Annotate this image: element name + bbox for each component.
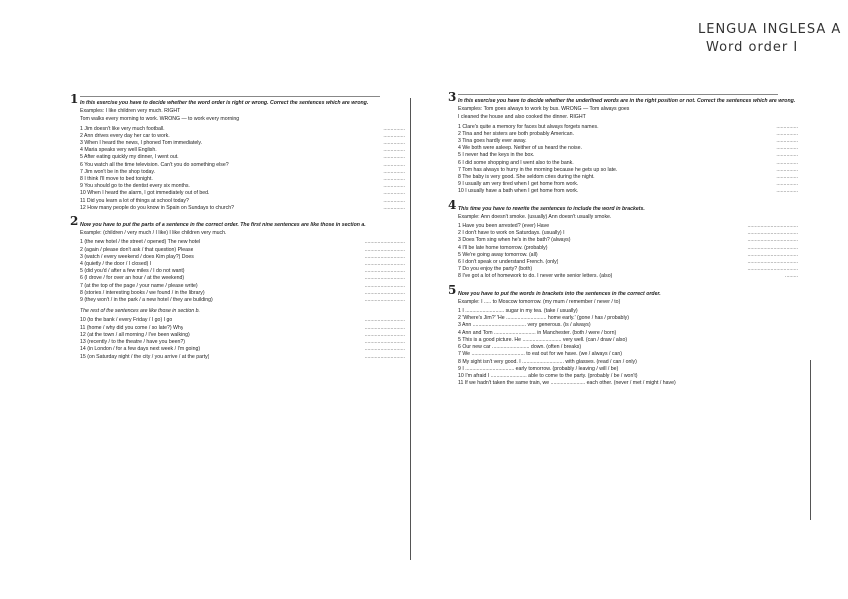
exercise-items bbox=[458, 308, 798, 387]
right-column bbox=[448, 90, 798, 393]
exercise-item: 1 (the new hotel / the street / opened) The new hotel ............................ bbox=[80, 239, 405, 246]
exercise-item: 1 Have you been arrested? (ever) Have ................................... bbox=[458, 223, 798, 230]
exercise-item: 1 Jim doesn't like very much football. ............... bbox=[80, 125, 405, 132]
exercise-item: 10 When I heard the alarm, I got immediately out of bed. ............... bbox=[80, 190, 405, 197]
exercise-4 bbox=[448, 197, 798, 281]
exercise-item: 5 This is a good picture. He ........................... very well. (can / draw / also) bbox=[458, 336, 628, 343]
exercise-item: 11 If we hadn't taken the same train, we ........................ each other. (never / met / might / have) bbox=[458, 380, 676, 387]
exercise-item: 12 How many people do you know in Spain on Sundays to church? ............... bbox=[80, 204, 405, 211]
exercise-number: 3 bbox=[448, 90, 457, 104]
exercise-instruction: In this exercise you have to decide whether the word order is right or wrong. Correct the sentences which are wrong. bbox=[80, 100, 369, 106]
exercise-item: 4 We both were asleep. Neither of us heard the noise. ............... bbox=[458, 145, 798, 152]
exercise-items bbox=[458, 223, 798, 281]
exercise-item: 7 Tom has always to hurry in the morning because he gets up so late. ............... bbox=[458, 166, 798, 173]
exercise-2 bbox=[70, 214, 405, 361]
exercise-item: 11 (home / why did you come / so late?) Why ............................ bbox=[80, 324, 405, 331]
exercise-item: 8 I've got a lot of homework to do. I never write senior letters. (also) ......... bbox=[458, 273, 798, 280]
example-line: I cleaned the house and also cooked the dinner. RIGHT bbox=[458, 114, 586, 121]
exercise-item: 5 (did you'd / after a few miles / I do not want) ............................ bbox=[80, 268, 405, 275]
section-subheading: The rest of the sentences are like those in section b. bbox=[80, 308, 200, 315]
exercise-item: 6 You watch all the time television. Can't you do something else? ............... bbox=[80, 161, 405, 168]
exercise-item: 9 You should go to the dentist every six months. ............... bbox=[80, 183, 405, 190]
exercise-number: 1 bbox=[70, 92, 79, 106]
exercise-items bbox=[80, 126, 405, 212]
example-line: Example: Ann doesn't smoke. (usually) Ann doesn't usually smoke. bbox=[458, 213, 612, 220]
exercise-item: 11 Did you learn a lot of things at school today? ............... bbox=[80, 197, 405, 204]
example-line: Examples: Tom goes always to work by bus. WRONG — Tom always goes bbox=[458, 106, 630, 113]
exercise-item: 6 I don't speak or understand French. (only) ................................... bbox=[458, 259, 798, 266]
exercise-item: 8 The baby is very good. She seldom cries during the night. ............... bbox=[458, 174, 798, 181]
exercise-item: 5 I never had the keys in the box. ............... bbox=[458, 152, 798, 159]
exercise-item: 7 (at the top of the page / your name / please write) ............................ bbox=[80, 282, 405, 289]
left-top-rule bbox=[80, 96, 380, 97]
column-divider bbox=[410, 98, 411, 560]
example-line: Example: I ..... to Moscow tomorrow. (my mum / remember / never / to) bbox=[458, 298, 621, 305]
exercise-item: 10 (to the bank / every Friday / I go) I go ............................ bbox=[80, 317, 405, 324]
exercise-item: 7 Jim won't be in the shop today. ............... bbox=[80, 168, 405, 175]
exercise-item: 7 Do you enjoy the party? (both) ................................... bbox=[458, 266, 798, 273]
exercise-item: 6 Our new car .......................... down. (often / breaks) bbox=[458, 344, 582, 351]
exercise-item: 9 (they won't / in the park / a new hotel / they are building) ............................ bbox=[80, 297, 405, 304]
exercise-item: 6 (I drove / for over an hour / at the weekend) ............................ bbox=[80, 275, 405, 282]
right-margin-rule bbox=[810, 360, 811, 520]
exercise-instruction: Now you have to put the words in brackets into the sentences in the correct order. bbox=[458, 290, 661, 297]
exercise-item: 10 I'm afraid I ......................... able to come to the party. (probably / be / won't) bbox=[458, 372, 638, 379]
exercise-item: 8 My sight isn't very good. I ............................. with glasses. (read / can / only) bbox=[458, 358, 637, 365]
exercise-number: 5 bbox=[448, 282, 457, 297]
exercise-item: 3 Tina goes hardly ever away. ............... bbox=[458, 138, 798, 145]
exercise-item: 2 'Where's Jim?' 'He ............................ home early.' (gone / has / probably) bbox=[458, 315, 629, 322]
exercise-items bbox=[80, 239, 405, 304]
exercise-item: 2 Tina and her sisters are both probably American. ............... bbox=[458, 130, 798, 137]
exercise-5 bbox=[448, 282, 798, 388]
right-top-rule bbox=[458, 94, 778, 95]
exercise-item: 4 Maria speaks very well English. ............... bbox=[80, 147, 405, 154]
exercise-1 bbox=[70, 92, 405, 212]
exercise-instruction: In this exercise you have to decide whether the underlined words are in the right position or not. Correct the sentences which are wrong. bbox=[458, 98, 796, 104]
exercise-item: 3 Ann ..................................... very generous. (is / always) bbox=[458, 322, 591, 329]
exercise-instruction: This time you have to rewrite the sentences to include the word in brackets. bbox=[458, 205, 645, 212]
exercise-item: 8 I think I'll move to bed tonight. ............... bbox=[80, 176, 405, 183]
example-line: Examples: I like children very much. RIGHT bbox=[80, 108, 181, 115]
exercise-item: 1 Clare's quite a memory for faces but always forgets names. ............... bbox=[458, 123, 798, 130]
exercise-item: 2 (again / please don't ask / that question) Please ............................ bbox=[80, 246, 405, 253]
exercise-number: 2 bbox=[70, 214, 79, 229]
example-line: Tom walks every morning to work. WRONG — to work every morning bbox=[80, 116, 240, 123]
exercise-item: 3 Does Tom sing when he's in the bath? (always) ................................... bbox=[458, 237, 798, 244]
exercise-item: 8 (stories / interesting books / we found / in the library) ............................ bbox=[80, 289, 405, 296]
handwritten-topic: Word order I bbox=[706, 40, 799, 55]
exercise-item: 2 Ann drives every day her car to work. ............... bbox=[80, 132, 405, 139]
exercise-item: 14 (in London / for a few days next week / I'm going) ............................ bbox=[80, 346, 405, 353]
exercise-item: 4 Ann and Tom ............................. in Manchester. (both / were / born) bbox=[458, 329, 617, 336]
exercise-item: 12 (at the town / all morning / I've been walking) ............................ bbox=[80, 331, 405, 338]
exercise-item: 6 I did some shopping and I went also to the bank. ............... bbox=[458, 159, 798, 166]
example-line: Example: (children / very much / I like) I like children very much. bbox=[80, 230, 227, 237]
exercise-item: 4 I'll be late home tomorrow. (probably) ................................... bbox=[458, 244, 798, 251]
exercise-item: 5 After eating quickly my dinner, I went out. ............... bbox=[80, 154, 405, 161]
exercise-item: 2 I don't have to work on Saturdays. (usually) I ................................... bbox=[458, 230, 798, 237]
exercise-item: 15 (on Saturday night / the city / you arrive / at the party) ............................ bbox=[80, 353, 405, 360]
exercise-item: 1 I ........................... sugar in my tea. (take / usually) bbox=[458, 308, 578, 315]
exercise-item: 4 (quietly / the door / I closed) I ............................ bbox=[80, 261, 405, 268]
exercise-items bbox=[458, 124, 798, 196]
exercise-item: 13 (recently / to the theatre / have you been?) ............................ bbox=[80, 339, 405, 346]
exercise-item: 5 We're going away tomorrow. (all) ................................... bbox=[458, 251, 798, 258]
exercise-items bbox=[80, 317, 405, 360]
exercise-number: 4 bbox=[448, 197, 457, 212]
exercise-instruction: Now you have to put the parts of a sentence in the correct order. The first nine sentences are like those in section a. bbox=[80, 222, 366, 229]
handwritten-course-title: LENGUA INGLESA A bbox=[698, 22, 842, 37]
exercise-item: 3 (watch / every weekend / does Kim play?) Does ............................ bbox=[80, 253, 405, 260]
left-column bbox=[70, 92, 405, 367]
exercise-3 bbox=[448, 90, 798, 196]
exercise-item: 7 We ..................................... to eat out for we have. (we / always / can) bbox=[458, 351, 622, 358]
exercise-item: 9 I .................................. early tomorrow. (probably / leaving / will / be) bbox=[458, 365, 619, 372]
exercise-item: 10 I usually have a bath when I get home from work. ............... bbox=[458, 188, 798, 195]
exercise-item: 3 When I heard the news, I phoned Tom immediately. ............... bbox=[80, 140, 405, 147]
exercise-item: 9 I usually am very tired when I get home from work. ............... bbox=[458, 181, 798, 188]
